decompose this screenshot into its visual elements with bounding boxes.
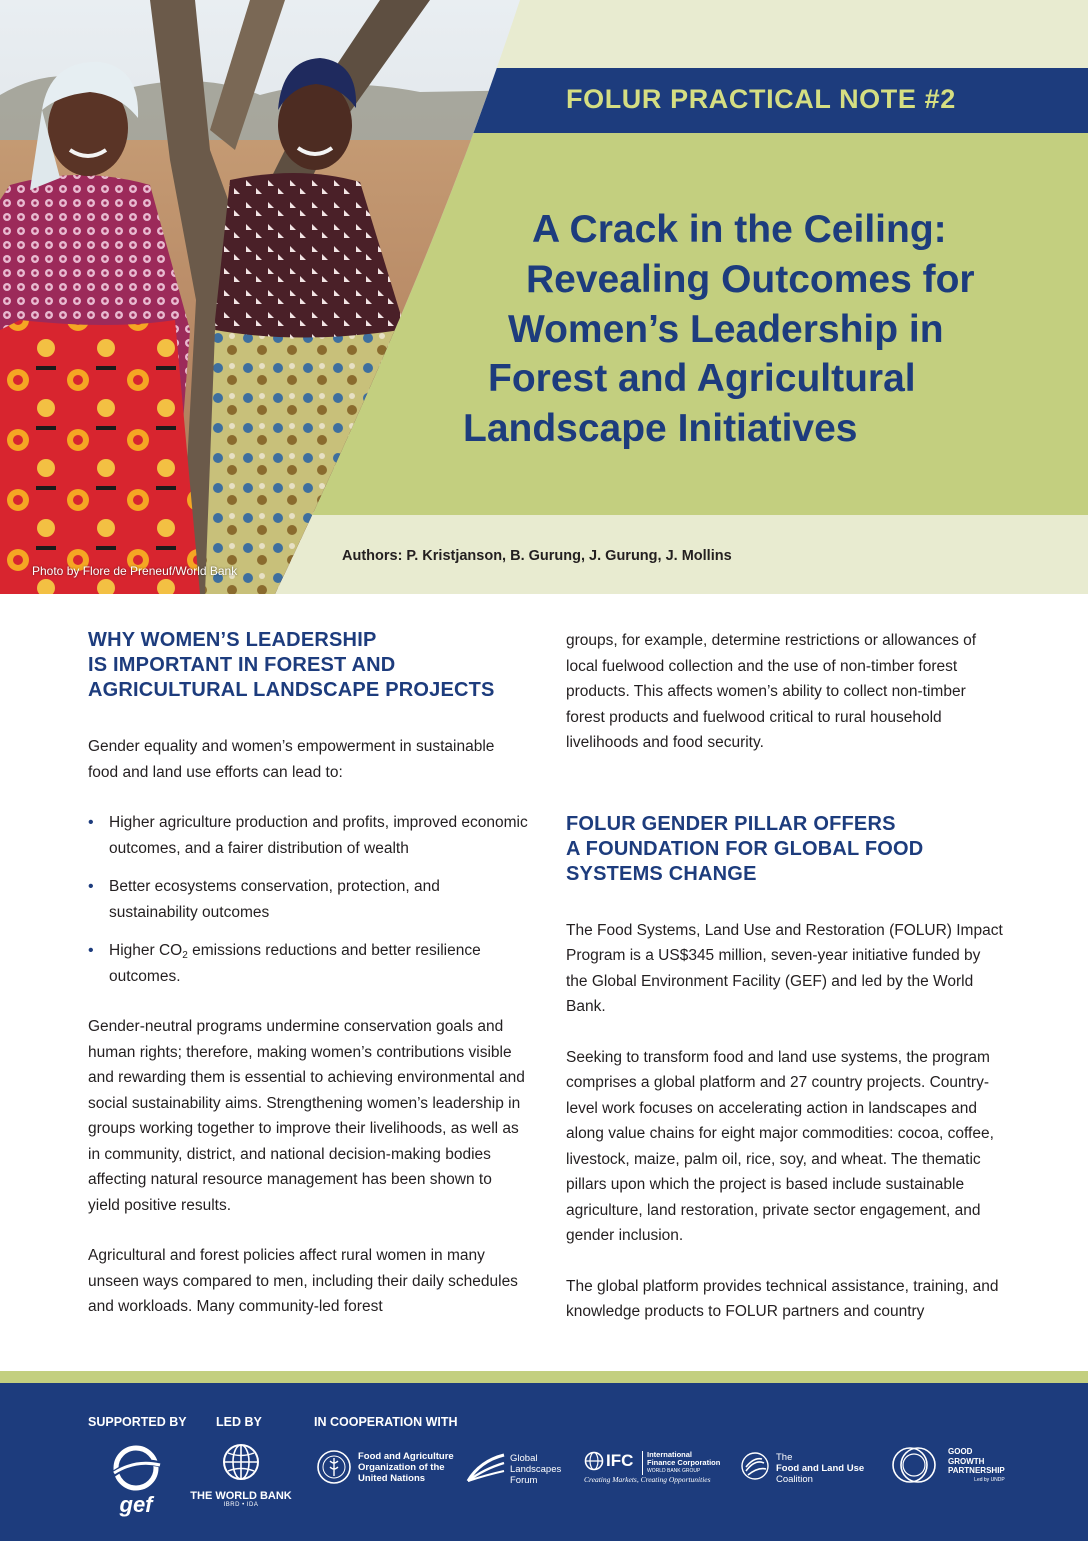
- glf-line: Forum: [510, 1475, 538, 1486]
- ggp-line: GROWTH: [948, 1456, 985, 1466]
- world-bank-wordmark: THE WORLD BANK: [190, 1490, 292, 1502]
- list-item-text: emissions reductions and better resilience outcomes.: [109, 942, 481, 985]
- series-title: FOLUR PRACTICAL NOTE #2: [566, 84, 956, 114]
- glf-line: Global: [510, 1453, 538, 1464]
- partners-footer: [0, 1383, 1088, 1541]
- ggp-rings-icon: [890, 1445, 942, 1485]
- section-heading-why-leadership: [88, 628, 528, 703]
- ifc-line: International: [647, 1450, 693, 1459]
- ggp-text: [948, 1447, 1005, 1485]
- ifc-text: [642, 1451, 720, 1475]
- glf-logo: [466, 1451, 576, 1491]
- folu-line: Food and Land Use: [776, 1463, 865, 1474]
- title-line-2: Revealing Outcomes for: [526, 258, 975, 301]
- body-paragraph: groups, for example, determine restrictions or allowances of local fuelwood collection and the use of non-timber forest products. This affects women’s ability to collect non-timber forest products and fuelwood critical to rural household livelihoods and food security.: [566, 632, 977, 751]
- gef-icon: [108, 1445, 164, 1491]
- heading-line: A FOUNDATION FOR GLOBAL FOOD: [566, 837, 924, 860]
- ifc-group: WORLD BANK GROUP: [647, 1468, 701, 1474]
- bullet-icon: •: [88, 942, 94, 959]
- folu-logo: [740, 1451, 880, 1491]
- list-item-text: Higher agriculture production and profits, improved economic outcomes, and a fairer distribution of wealth: [109, 814, 528, 857]
- heading-line: FOLUR GENDER PILLAR OFFERS: [566, 812, 896, 835]
- heading-line: AGRICULTURAL LANDSCAPE PROJECTS: [88, 679, 495, 701]
- title-line-3: Women’s Leadership in: [508, 308, 944, 351]
- title-line-5: Landscape Initiatives: [463, 407, 858, 450]
- body-paragraph: Seeking to transform food and land use systems, the program comprises a global platform and 27 country projects. Country-level work focuses on accelerating action in landscapes and along value chains for eight major commodities: cocoa, coffee, livestock, maize, palm oil, rice, soy, and wheat. The thematic pillars upon which the project is based include sustainable agriculture, land restoration, private sector engagement, and gender inclusion.: [566, 1048, 994, 1244]
- list-item-text: Better ecosystems conservation, protection, and sustainability outcomes: [109, 878, 440, 921]
- gef-wordmark: gef: [119, 1492, 153, 1517]
- heading-line: IS IMPORTANT IN FOREST AND: [88, 654, 396, 676]
- ggp-line: PARTNERSHIP: [948, 1466, 1005, 1475]
- body-paragraph: The Food Systems, Land Use and Restoration (FOLUR) Impact Program is a US$345 million, seven-year initiative funded by the Global Environment Facility (GEF) and led by the World Bank.: [566, 921, 1003, 1015]
- body-paragraph: The global platform provides technical assistance, training, and knowledge products to FOLUR partners and country: [566, 1277, 999, 1320]
- body-paragraph: Gender-neutral programs undermine conservation goals and human rights; therefore, making women’s contributions visible and rewarding them is essential to achieving environmental and social sustainability aims. Strengthening women’s leadership in groups working together to improve their livelihoods, as well as in community, district, and national decision-making bodies affecting natural resource management has been shown to yield positive results.: [88, 1018, 525, 1214]
- fao-text: [358, 1451, 454, 1484]
- bullet-icon: •: [88, 878, 94, 895]
- ifc-globe-icon: [584, 1451, 604, 1471]
- folu-line: Coalition: [776, 1474, 813, 1485]
- title-line-4: Forest and Agricultural: [488, 357, 916, 400]
- authors: Authors: P. Kristjanson, B. Gurung, J. Gurung, J. Mollins: [342, 548, 732, 564]
- footer-accent-line: [0, 1371, 1088, 1383]
- title-line-1: A Crack in the Ceiling:: [532, 208, 947, 251]
- globe-icon: [220, 1441, 262, 1483]
- list-item: [88, 810, 528, 861]
- supported-by-label: SUPPORTED BY: [88, 1415, 187, 1429]
- folu-leaf-icon: [740, 1451, 770, 1481]
- left-column: [88, 628, 528, 1320]
- folu-line: The: [776, 1452, 793, 1463]
- outcomes-list: [88, 810, 528, 989]
- ifc-line: Finance Corporation: [647, 1458, 721, 1467]
- heading-line: SYSTEMS CHANGE: [566, 862, 757, 885]
- world-bank-sub: IBRD • IDA: [223, 1502, 259, 1508]
- ggp-logo: [890, 1445, 1040, 1495]
- glf-line: Landscapes: [510, 1464, 562, 1475]
- cooperation-label: IN COOPERATION WITH: [314, 1415, 458, 1429]
- folu-text: [776, 1452, 864, 1485]
- fao-logo: [316, 1449, 456, 1489]
- bullet-icon: •: [88, 814, 94, 831]
- ifc-logo: [584, 1451, 724, 1491]
- world-bank-logo: [186, 1441, 296, 1521]
- body-paragraph: Agricultural and forest policies affect rural women in many unseen ways compared to men, including their daily schedules and workloads. Many community-led forest: [88, 1247, 518, 1315]
- led-by-label: LED BY: [216, 1415, 262, 1429]
- gef-logo: [108, 1445, 164, 1515]
- ifc-tagline: Creating Markets, Creating Opportunities: [584, 1475, 711, 1484]
- photo-credit: Photo by Flore de Preneuf/World Bank: [32, 564, 238, 578]
- right-column: [566, 628, 1006, 1325]
- ggp-sub: Led by UNDP: [974, 1476, 1005, 1483]
- section-heading-gender-pillar: [566, 812, 1006, 887]
- heading-line: WHY WOMEN’S LEADERSHIP: [88, 629, 377, 651]
- intro-paragraph: Gender equality and women’s empowerment in sustainable food and land use efforts can lead to:: [88, 738, 495, 781]
- list-item: [88, 874, 528, 925]
- fao-line: United Nations: [358, 1473, 426, 1484]
- subscript: 2: [182, 950, 188, 961]
- glf-text: [510, 1453, 561, 1486]
- fao-emblem-icon: [316, 1449, 352, 1485]
- cover-header: [0, 0, 1088, 594]
- list-item-text: Higher CO: [109, 942, 183, 959]
- list-item: [88, 938, 528, 989]
- fao-line: Food and Agriculture: [358, 1451, 454, 1462]
- ggp-line: GOOD: [948, 1447, 973, 1456]
- fao-line: Organization of the: [358, 1462, 445, 1473]
- glf-wave-icon: [466, 1451, 506, 1485]
- ifc-wordmark: IFC: [606, 1451, 634, 1470]
